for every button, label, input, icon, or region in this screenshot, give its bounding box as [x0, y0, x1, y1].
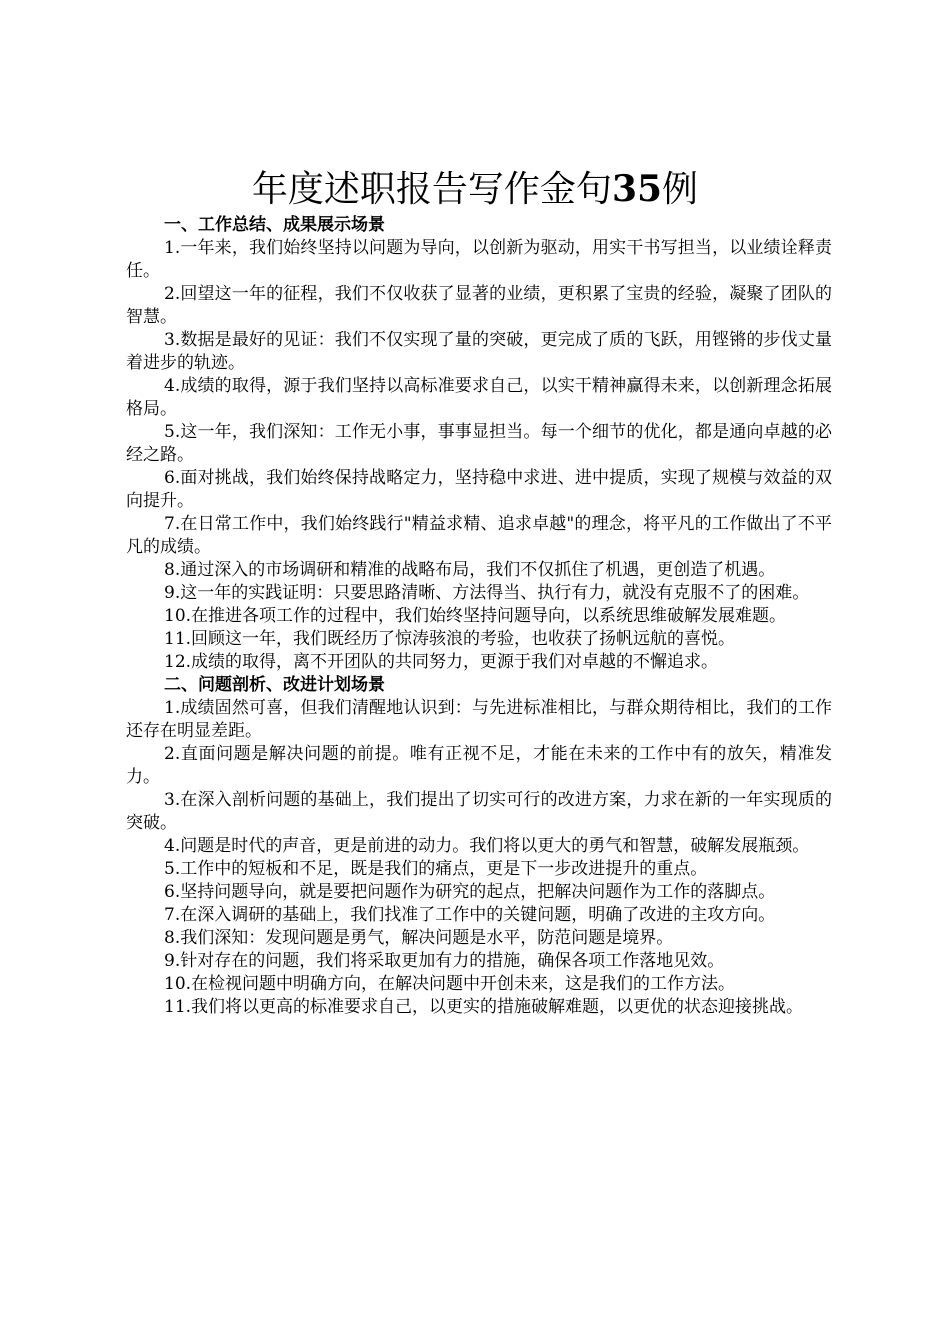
list-item: 8.通过深入的市场调研和精准的战略布局，我们不仅抓住了机遇，更创造了机遇。	[164, 560, 776, 580]
title-number: 35	[611, 168, 663, 210]
document-body	[126, 214, 832, 1019]
list-item: 1.一年来，我们始终坚持以问题为导向，以创新为驱动，用实干书写担当，以业绩诠释责任。	[126, 238, 832, 281]
list-item: 8.我们深知：发现问题是勇气，解决问题是水平，防范问题是境界。	[164, 928, 674, 948]
list-item: 1.成绩固然可喜，但我们清醒地认识到：与先进标准相比，与群众期待相比，我们的工作还存在明显差距。	[126, 698, 832, 741]
list-item: 2.直面问题是解决问题的前提。唯有正视不足，才能在未来的工作中有的放矢，精准发力。	[126, 744, 832, 787]
title-prefix: 年度述职报告写作金句	[251, 169, 612, 210]
list-item: 5.这一年，我们深知：工作无小事，事事显担当。每一个细节的优化，都是通向卓越的必经之路。	[126, 422, 832, 465]
list-item: 4.成绩的取得，源于我们坚持以高标准要求自己，以实干精神赢得未来，以创新理念拓展格局。	[126, 376, 832, 419]
list-item: 9.针对存在的问题，我们将采取更加有力的措施，确保各项工作落地见效。	[164, 951, 725, 971]
section-heading: 一、工作总结、成果展示场景	[164, 215, 385, 235]
list-item: 6.坚持问题导向，就是要把问题作为研究的起点，把解决问题作为工作的落脚点。	[164, 882, 776, 902]
list-item: 11.回顾这一年，我们既经历了惊涛骇浪的考验，也收获了扬帆远航的喜悦。	[164, 629, 736, 649]
list-item: 4.问题是时代的声音，更是前进的动力。我们将以更大的勇气和智慧，破解发展瓶颈。	[164, 836, 810, 856]
list-item: 11.我们将以更高的标准要求自己，以更实的措施破解难题，以更优的状态迎接挑战。	[164, 997, 804, 1017]
title-suffix: 例	[662, 169, 699, 210]
list-item: 5.工作中的短板和不足，既是我们的痛点，更是下一步改进提升的重点。	[164, 859, 708, 879]
list-item: 7.在日常工作中，我们始终践行"精益求精、追求卓越"的理念，将平凡的工作做出了不平凡的成绩。	[126, 514, 832, 557]
section-heading: 二、问题剖析、改进计划场景	[164, 675, 385, 695]
list-item: 9.这一年的实践证明：只要思路清晰、方法得当、执行有力，就没有克服不了的困难。	[164, 583, 810, 603]
list-item: 3.数据是最好的见证：我们不仅实现了量的突破，更完成了质的飞跃，用铿锵的步伐丈量着进步的轨迹。	[126, 330, 832, 373]
list-item: 12.成绩的取得，离不开团队的共同努力，更源于我们对卓越的不懈追求。	[164, 652, 719, 672]
list-item: 6.面对挑战，我们始终保持战略定力，坚持稳中求进、进中提质，实现了规模与效益的双向提升。	[126, 468, 832, 511]
list-item: 10.在检视问题中明确方向，在解决问题中开创未来，这是我们的工作方法。	[164, 974, 736, 994]
document-title	[0, 166, 950, 213]
list-item: 7.在深入调研的基础上，我们找准了工作中的关键问题，明确了改进的主攻方向。	[164, 905, 776, 925]
list-item: 3.在深入剖析问题的基础上，我们提出了切实可行的改进方案，力求在新的一年实现质的突破。	[126, 790, 832, 833]
list-item: 10.在推进各项工作的过程中，我们始终坚持问题导向，以系统思维破解发展难题。	[164, 606, 787, 626]
list-item: 2.回望这一年的征程，我们不仅收获了显著的业绩，更积累了宝贵的经验，凝聚了团队的智慧。	[126, 284, 832, 327]
